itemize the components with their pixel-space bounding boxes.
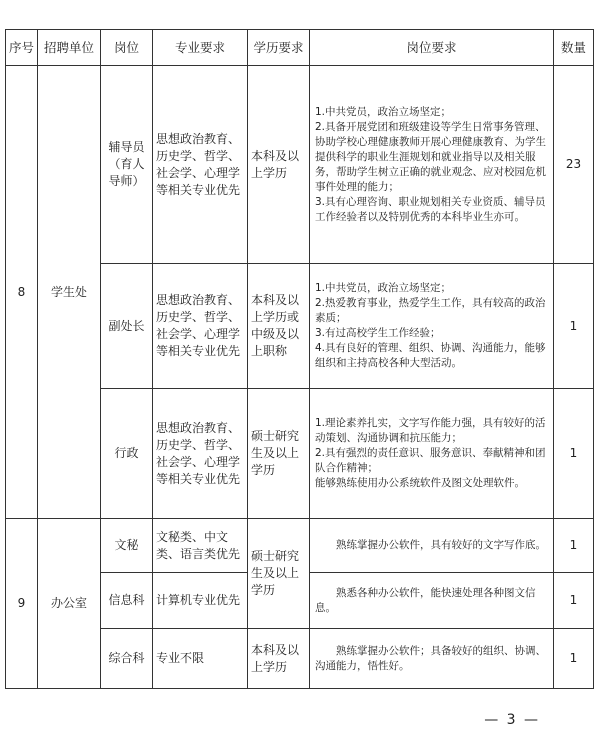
header-education: 学历要求 (248, 30, 310, 66)
requirements-cell (310, 573, 554, 629)
requirement-line: 1.理论素养扎实，文字写作能力强，具有较好的活动策划、沟通协调和抗压能力； (315, 417, 546, 444)
major-cell: 专业不限 (153, 629, 248, 689)
requirement-line: 4.具有良好的管理、组织、协调、沟通能力，能够组织和主持高校各种大型活动。 (315, 342, 546, 369)
count-cell: 1 (554, 573, 594, 629)
requirements-cell (310, 519, 554, 573)
position-cell: 行政 (101, 389, 153, 519)
major-cell: 思想政治教育、历史学、哲学、社会学、心理学等相关专业优先 (153, 389, 248, 519)
header-row (6, 30, 594, 66)
count-cell: 1 (554, 629, 594, 689)
group-no: 8 (6, 66, 38, 519)
requirement-line: 1.中共党员，政治立场坚定； (315, 282, 452, 294)
education-cell: 本科及以上学历 (248, 629, 310, 689)
requirement-line: 1.中共党员，政治立场坚定； (315, 105, 452, 118)
education-cell: 本科及以上学历 (248, 66, 310, 264)
recruitment-table (5, 29, 594, 689)
major-cell: 思想政治教育、历史学、哲学、社会学、心理学等相关专业优先 (153, 264, 248, 389)
group-no: 9 (6, 519, 38, 689)
count-cell: 1 (554, 389, 594, 519)
count-cell: 1 (554, 519, 594, 573)
requirements-cell (310, 264, 554, 389)
requirement-line: 3.具有心理咨询、职业规划相关专业资质、辅导员工作经验者以及特别优秀的本科毕业生亦可。 (315, 195, 546, 223)
position-cell: 文秘 (101, 519, 153, 573)
table-row (6, 519, 594, 573)
header-position: 岗位 (101, 30, 153, 66)
requirement-line: 能够熟练使用办公系统软件及图文处理软件。 (315, 477, 525, 489)
major-cell: 文秘类、中文类、语言类优先 (153, 519, 248, 573)
position-cell: 信息科 (101, 573, 153, 629)
education-cell: 硕士研究生及以上学历 (248, 389, 310, 519)
requirement-line: 2.具有强烈的责任意识、服务意识、奉献精神和团队合作精神； (315, 447, 546, 474)
header-no: 序号 (6, 30, 38, 66)
position-cell: 辅导员（育人导师） (101, 66, 153, 264)
major-cell: 思想政治教育、历史学、哲学、社会学、心理学等相关专业优先 (153, 66, 248, 264)
count-cell: 23 (554, 66, 594, 264)
requirements-cell (310, 66, 554, 264)
count-cell: 1 (554, 264, 594, 389)
group-unit: 学生处 (38, 66, 101, 519)
header-requirements: 岗位要求 (310, 30, 554, 66)
page-number: — 3 — (484, 712, 540, 728)
requirement-line: 熟练掌握办公软件，具有较好的文字写作底。 (336, 539, 546, 551)
position-cell: 副处长 (101, 264, 153, 389)
requirement-line: 熟悉各种办公软件，能快速处理各种图文信息。 (315, 586, 536, 614)
requirements-cell (310, 389, 554, 519)
position-cell: 综合科 (101, 629, 153, 689)
education-cell: 硕士研究生及以上学历 (248, 519, 310, 629)
requirements-cell (310, 629, 554, 689)
education-cell: 本科及以上学历或中级及以上职称 (248, 264, 310, 389)
table-row (6, 66, 594, 264)
requirement-line: 熟练掌握办公软件；具备较好的组织、协调、沟通能力，悟性好。 (315, 644, 546, 672)
requirement-line: 3.有过高校学生工作经验； (315, 327, 441, 339)
group-unit: 办公室 (38, 519, 101, 689)
requirement-line: 2.热爱教育事业，热爱学生工作，具有较高的政治素质； (315, 297, 546, 324)
header-count: 数量 (554, 30, 594, 66)
major-cell: 计算机专业优先 (153, 573, 248, 629)
requirement-line: 2.具备开展党团和班级建设等学生日常事务管理、协助学校心理健康教师开展心理健康教育、为学生提供科学的职业生涯规划和就业指导以及相关服务，帮助学生树立正确的就业观念、应对校园危机事件处理的能力； (315, 120, 546, 193)
header-major: 专业要求 (153, 30, 248, 66)
header-unit: 招聘单位 (38, 30, 101, 66)
